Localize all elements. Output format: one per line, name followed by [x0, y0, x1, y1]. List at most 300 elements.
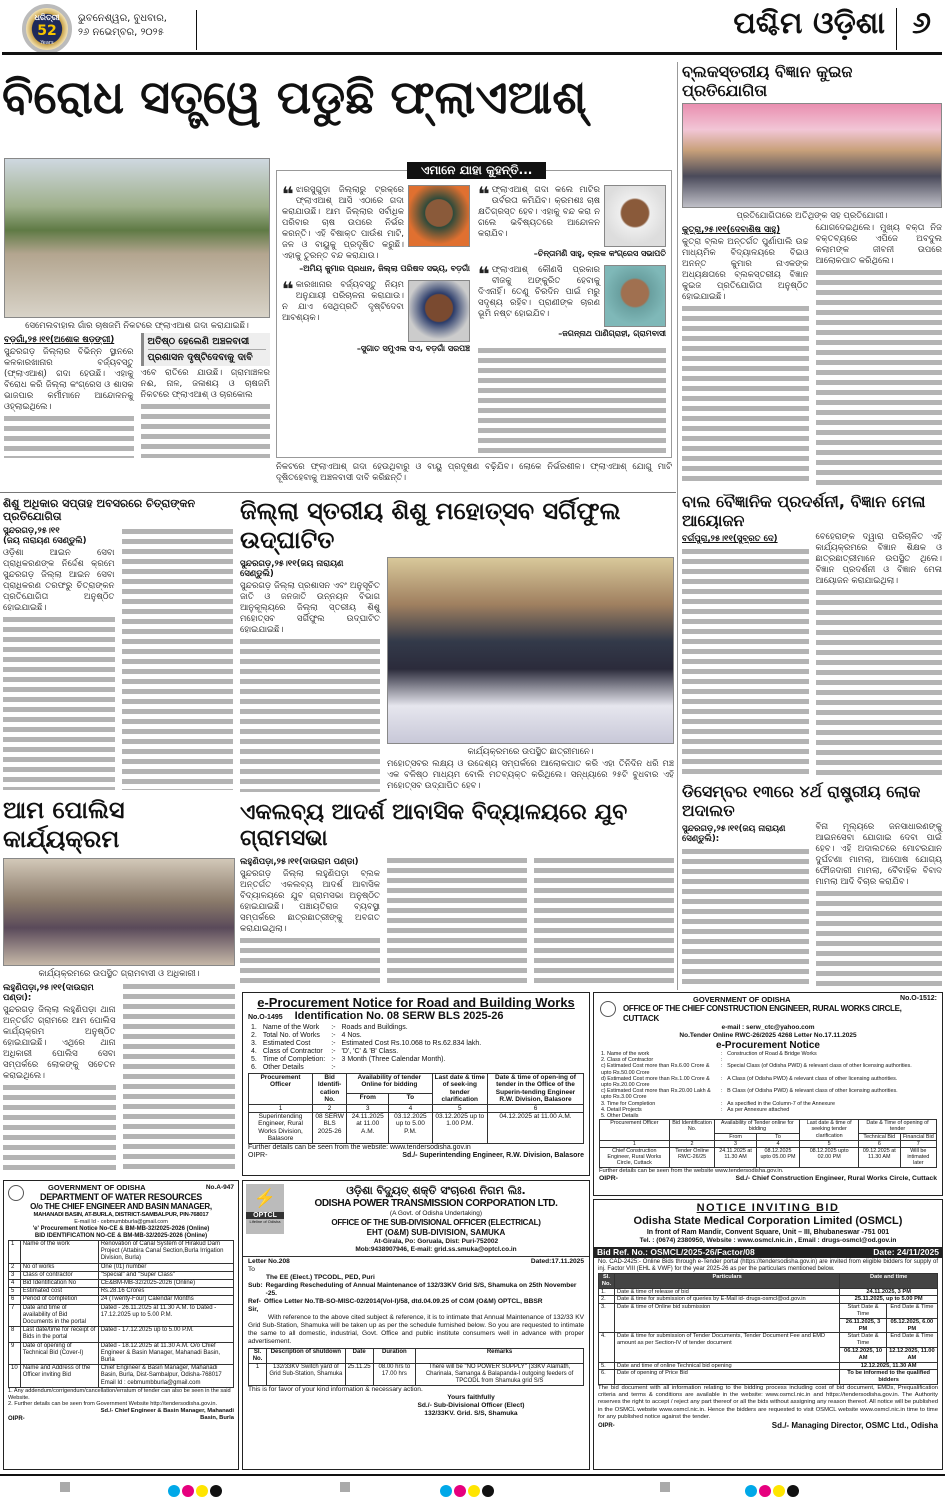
police-body: ସୁନ୍ଦରଗଡ଼ ଜିଲ୍ଲା ଲହୁଣିପଡ଼ା ଥାନା ଅନ୍ତର୍ଗତ ଗ୍ରାମରେ ଆମ ପୋଲିସ କାର୍ଯ୍ୟକ୍ରମ ଅନୁଷ୍ଠିତ ହୋଇଯାଇଛି। ଏଥିରେ ଥାନା ଅଧିକାରୀ ପୋଲିସ ସେବା ସମ୍ପର୍କରେ ଲୋକଙ୍କୁ ସଚେତନ କରାଇଥିଲେ। [3, 1004, 116, 1081]
black-dot [210, 1485, 222, 1497]
letter-date: Dated:17.11.2025 [530, 1258, 584, 1265]
masthead [0, 0, 945, 56]
cell: 3 [347, 1104, 389, 1112]
color-dots [440, 1482, 496, 1501]
cell: Rs.28.16 Crores [98, 1288, 233, 1296]
cell: Estimated cost [20, 1288, 98, 1296]
cell: Renovation of Canal System of Hirakud Dam Project (Attabira Canal Section,Burla Irrigation Division, Burla) [98, 1241, 233, 1264]
ad-note: 2. Further details can be seen from Government Website http://tendersodisha.gov.in. [8, 1401, 218, 1408]
table-row [599, 1288, 938, 1296]
cell: 5. [599, 1362, 615, 1370]
cell: 1 [249, 1104, 313, 1112]
festival-photo [387, 557, 674, 744]
cell: Name and Address of the Officer inviting Bid [20, 1365, 98, 1388]
col-header: Last date & time of seeking tender clarification [800, 1120, 859, 1141]
city-day: ଭୁବନେଶ୍ୱର, ବୁଧବାର, [78, 13, 167, 24]
transmission-tower-icon: ⚡ [253, 1188, 277, 1208]
festival-story [240, 497, 674, 792]
cell: 4 [756, 1140, 800, 1147]
cell: Time of Completion: [262, 1056, 326, 1063]
cell: 04.12.2025 at 11.00 A.M. [488, 1113, 584, 1144]
ad-office: O/o THE CHIEF ENGINEER AND BASIN MANAGER, [30, 1202, 212, 1211]
quiz-story [682, 62, 942, 486]
masthead-rule [2, 52, 942, 55]
cell: 5 [9, 1288, 21, 1296]
col-header: Financial Bid [900, 1133, 936, 1140]
col-header: Start Date & Time [840, 1304, 886, 1319]
ad-footer: Further details can be seen from the website: www.tendersodisha.gov.in [248, 1143, 471, 1151]
table-row [599, 1333, 938, 1348]
lok-adalat-body: ବିନା ମୂଲ୍ୟରେ ଜନସାଧାରଣଙ୍କୁ ଆଇନସେବା ଯୋଗାଇ ଦେବା ପାଇଁ ହେବ। ଏହି ଅଦାଲତରେ ମୋଟରଯାନ ଦୁର୍ଘଟଣା ମାମଲା, ଆପୋଷ ଯୋଗ୍ୟ ଫୌଜଦାରୀ ମାମଲା, ବୈବାହିକ ବିବାଦ ମାମଲା ଆଦି ବିଚାର କରାଯିବ। [815, 822, 942, 888]
quote-text [478, 262, 600, 327]
cell: 12.12.2025, 11.30 AM [840, 1362, 938, 1370]
text-column [682, 306, 809, 486]
cell: 5. [251, 1056, 257, 1063]
portrait [604, 185, 666, 247]
gray-mark [340, 1482, 350, 1492]
text-column [816, 590, 943, 778]
footer-rule [0, 1474, 945, 1476]
cell: 24 (Twenty-Four) Calendar Months [98, 1296, 233, 1304]
black-dot [482, 1485, 494, 1497]
science-headline: ବାଲ ବୈଜ୍ଞାନିକ ପ୍ରଦର୍ଶନୀ, ବିଜ୍ଞାନ ମେଳା ଆୟୋଜନ [682, 492, 926, 531]
anniversary-logo [22, 4, 72, 54]
ad-table [598, 1273, 938, 1385]
table-row [9, 1327, 234, 1342]
closing: This is for favor of your kind information & necessary action. [248, 1386, 423, 1393]
cell: Date of opening of Price Bid [615, 1370, 840, 1385]
cell: A Class (of Odisha PWD) & relevant class of other licensing authorities. [727, 1075, 898, 1082]
cell: 03.12.2025 up to 5.00 P.M. [389, 1113, 432, 1144]
table-row [9, 1296, 234, 1304]
ad-note: 1. Any addendum/corrigendum/cancellation/erratum of tender can also be seen in the said Website. [8, 1387, 231, 1401]
quote-text [282, 277, 404, 342]
table-row [599, 1304, 938, 1319]
cell: 25.11.25 [345, 1364, 373, 1386]
eklavya-headline: ଏକଲବ୍ୟ ଆଦର୍ଶ ଆବାସିକ ବିଦ୍ୟାଳୟରେ ଯୁବ ଗ୍ରାମସଭା [240, 800, 628, 852]
ad-title: NOTICE INVITING BID [696, 1202, 840, 1214]
col-header: Procurement Officer [600, 1120, 670, 1141]
cell: 1 [600, 1140, 670, 1147]
table-row [599, 1296, 938, 1304]
table-row [599, 1076, 937, 1088]
science-body: ବେହେରାଙ୍କ ଦ୍ୱାରା ପରିଚାଳିତ ଏହି କାର୍ଯ୍ୟକ୍ରମରେ ବିଜ୍ଞାନ ଶିକ୍ଷକ ଓ ଛାତ୍ରଛାତ୍ରୀମାନେ ଉପସ୍ଥିତ ଥିଲେ। ବିଜ୍ଞାନ ପ୍ରଦର୍ଶନୀ ଓ ବିଜ୍ଞାନ ମେଳା ଆୟୋଜନ କରାଯାଇଥିଲା। [815, 532, 942, 587]
cyan-dot [440, 1485, 452, 1497]
cell: 2 [9, 1263, 21, 1271]
oipr: OIPR- [598, 1423, 615, 1430]
date: ୨୬ ନଭେମ୍ବର, ୨୦୨୫ [78, 27, 164, 38]
ad-sub: (A Govt. of Odisha Undertaking) [389, 1210, 483, 1217]
text-column [3, 1085, 116, 1174]
cell: 12.12.2025, 11.00 AM [886, 1348, 937, 1363]
gray-mark [60, 1482, 70, 1492]
quote-body: କାରଖାନାର ବର୍ଜ୍ୟବସ୍ତୁ ନିୟମ ଅନୁଯାୟୀ ପରିଚାଳନା କରାଯାଉ। ନ ଯାଏ ସେଥିପ୍ରତି ଦୃଷ୍ଟିଦେବା ଆବଶ୍ୟକ। [282, 280, 404, 323]
yours: Yours faithfully [447, 1394, 495, 1401]
cell: 08.00 hrs to 17.00 hrs [373, 1364, 415, 1386]
ad-signature: 132/33KV. Grid. S/S, Shamuka [424, 1410, 518, 1417]
lead-story [4, 158, 270, 458]
cell: 1. [251, 1024, 257, 1031]
ad-rw-balasore [242, 992, 590, 1176]
child-rights-body: ଓଡ଼ିଶା ଆଇନ ସେବା ପ୍ରାଧିକରଣଙ୍କ ନିର୍ଦ୍ଦେଶ କ୍ରମେ ସୁନ୍ଦରଗଡ଼ ଜିଲ୍ଲା ଆଇନ ସେବା ପ୍ରାଧିକରଣ ତରଫରୁ ଚିତ୍ରାଙ୍କନ ପ୍ରତିଯୋଗିତା ଅନୁଷ୍ଠିତ ହୋଇଯାଇଛି। [3, 548, 115, 614]
cell: Bid Identification No [20, 1280, 98, 1288]
cell: 2 [313, 1104, 347, 1112]
to-label: To [248, 1266, 255, 1273]
cell: Period of completion [20, 1296, 98, 1304]
table-row [599, 1362, 938, 1370]
cell: 6 [9, 1296, 21, 1304]
child-rights-headline: ଶିଶୁ ଅଧିକାର ସପ୍ତାହ ଅବସରରେ ଚିତ୍ରାଙ୍କନ ପ୍ରତିଯୋଗିତା [3, 497, 196, 524]
photo-caption: କାର୍ଯ୍ୟକ୍ରମରେ ଉପସ୍ଥିତ ଗ୍ରାମବାସୀ ଓ ଅଧିକାରୀ। [38, 968, 200, 979]
lead-tail: ନିକଟରେ ଫ୍ଲାଏଆଶ୍ ଗଦା ହେଉଥିବାରୁ ଓ ବାୟୁ ପ୍ରଦୂଷଣ ବଢ଼ିଯିବ। ଲୋକେ ନିର୍ଭରଶୀଳ। ଫ୍ଲାଏଆଶ୍ ଯୋଗୁ ମାଟି ଦୂଷିତହେବାକୁ ଅଞ୍ଚଳବାସୀ ଦାବି କରିଛନ୍ତି। [276, 462, 672, 483]
col-header: Sl. No. [249, 1349, 267, 1364]
cell: Date & time of Online bid submission [615, 1304, 840, 1333]
cell: Total No. of Works [262, 1032, 320, 1039]
cell: : [721, 1088, 723, 1095]
cell: 5. Other Details [601, 1113, 639, 1120]
quiz-body: ଯୋଗଦେଇଥିଲେ। ମୁଖ୍ୟ ବକ୍ତା ନିଜ ବକ୍ତବ୍ୟରେ ଏପିଜେ ଅବଦୁଲ କଲାମଙ୍କ ଜୀବନୀ ଉପରେ ଆଲୋକପାତ କରିଥିଲେ। [815, 223, 942, 267]
cell: 132/33KV Switch yard of Grid Sub-Station, Shamuka [267, 1364, 346, 1386]
quote-body: ଝାରସୁଗୁଡ଼ା ଜିଲ୍ଲାରୁ ଟ୍ରକ୍‌ରେ ଫ୍ଲାଏଆଶ୍ ଆସି ଏଠାରେ ଗଦା କରାଯାଉଛି। ଆମ ଜିଲ୍ଲାର ସର୍ବାଧିକ ପରିବାର ଚାଷ ଉପରେ ନିର୍ଭର କରନ୍ତି। ଏହି ବିଷାକ୍ତ ପାଉଁଶ ମାଟି, ଜଳ ଓ ବାୟୁକୁ ପ୍ରଦୂଷିତ କରୁଛି। ଏହାକୁ ତୁରନ୍ତ ବନ୍ଦ କରାଯାଉ। [282, 185, 404, 261]
cell: 'D', 'C' & 'B' Class. [341, 1048, 399, 1055]
science-story [682, 492, 942, 778]
ad-address: MAHANADI BASIN, AT-BURLA, DISTRICT-SAMBALPUR, PIN-768017 [33, 1212, 209, 1218]
cell: 6 [488, 1104, 584, 1112]
ad-dept: DEPARTMENT OF WATER RESOURCES [40, 1192, 202, 1202]
byline: ଲହୁଣିପଡ଼ା,୨୫।୧୧(ଦାଉରାମ ପଣ୍ଡା) [240, 856, 359, 867]
text-column [240, 639, 380, 792]
cell: 26.11.2025, 3 PM [840, 1318, 886, 1333]
col-header: Last date & time of seek-ing tender clarification [432, 1074, 487, 1105]
logo-years: 52 [37, 23, 57, 39]
byline: କୁତ୍ରା,୨୫।୧୧(ଦେବାଶିଷ ସାହୁ) [682, 225, 781, 236]
col-header: Procurement Officer [249, 1074, 313, 1105]
table-row [9, 1342, 234, 1365]
ad-number: No.O-1495 [248, 1014, 283, 1021]
cell: As per Annexure attached [727, 1106, 790, 1113]
table-row [248, 1032, 484, 1040]
text-column [3, 617, 115, 790]
cell: Date & time of release of bid [615, 1288, 840, 1296]
eklavya-story [240, 800, 674, 988]
cell: 2. Class of Contractor [601, 1057, 654, 1064]
child-rights-story [3, 497, 233, 790]
ad-title: e-Procurement Notice for Road and Building Works [257, 995, 575, 1010]
col-header: End Date & Time [886, 1333, 937, 1348]
odisha-emblem-icon [8, 1185, 24, 1201]
ad-signature: Sd./- Superintending Engineer, R.W. Division, Balasore [402, 1152, 584, 1160]
cell: 4 [9, 1280, 21, 1288]
oipr: OIPR- [599, 1174, 618, 1182]
cell: Roads and Buildings. [341, 1024, 408, 1031]
ad-title: e-Procurement Notice [716, 1040, 820, 1051]
cell: 2 [669, 1140, 715, 1147]
cell: Class of contractor [20, 1271, 98, 1279]
ad-water-resources [3, 1180, 239, 1470]
letter-body: With reference to the above cited subject & reference, it is to intimate that Annual Maintenance of 132/33 KV Grid Sub-Station, Shamuka will be taken up as per the schedule furnished below. So you are requested to intimate the same to all domestic, industrial, Govt. Office and public institute consumers well in advance with proper advertisement. [248, 1314, 584, 1345]
ad-number: No.O-1512: [900, 995, 937, 1002]
cell: Last date/time for receipt of Bids in the portal [20, 1327, 98, 1342]
cell: B Class (of Odisha PWD) & relevant class of other licensing authorities. [727, 1088, 898, 1095]
police-photo [3, 858, 235, 966]
photo-caption: ସେମେଲବାହାଲ ଗାଁର ଚାଷଜମି ନିକଟରେ ଫ୍ଲାଏଆଶ ଗଦା କରାଯାଇଛି। [25, 321, 249, 331]
table-row [9, 1280, 234, 1288]
logo-name: ଧରିତ୍ରୀ [34, 13, 60, 22]
registration-marks [0, 1482, 945, 1496]
cell: Name of the work [20, 1241, 98, 1264]
lead-body: ସୁନ୍ଦରଗଡ଼ ଜିଲ୍ଲାର ବିଭିନ୍ନ ସ୍ଥାନରେ କଳକାରଖାନାର ବର୍ଜ୍ୟବସ୍ତୁ (ଫ୍ଲାଏଆଶ୍) ଗଦା ହେଉଛି। ଏହାକୁ ବିରୋଧ କରି ଜିଲ୍ଲା କଂଗ୍ରେସ ଓ ଶାସକ ଭାଜପାର କର୍ମୀମାନେ ଆନ୍ଦୋଳନକୁ ଓହ୍ଲାଇଥିଲେ। [4, 347, 134, 412]
gray-mark [660, 1482, 670, 1492]
cell: 8 [9, 1327, 21, 1342]
cell: 2. [251, 1032, 257, 1039]
cell: 05.12.2025, 6.00 PM [886, 1318, 937, 1333]
col-header: Availability of tender Online for bidding [347, 1074, 432, 1094]
page-number: ୬ [912, 6, 931, 41]
col-header: Particulars [615, 1274, 840, 1289]
ad-office: OFFICE OF THE SUB-DIVISIONAL OFFICER (ELECTRICAL) [331, 1218, 541, 1227]
table-row [599, 1088, 937, 1100]
cell: 3 Month (Three Calendar Month). [341, 1056, 446, 1063]
ad-table [599, 1119, 937, 1167]
ref-label: Ref- [248, 1298, 261, 1305]
quiz-headline: ବ୍ଲକସ୍ତରୀୟ ବିଜ୍ଞାନ କୁଇଜ ପ୍ରତିଯୋଗିତା [682, 62, 853, 101]
quote-body: ଫ୍ଲାଏଆଶ୍ ଗଦା କଲେ ମାଟିର ଉର୍ବରତା କମିଯିବ। କ୍ରମଶଃ ଚାଷ କ୍ଷତିଗ୍ରସ୍ତ ହେବ। ଏହାକୁ ବନ୍ଦ କରା ନ ଗଲେ ଭବିଷ୍ୟତରେ ଆନ୍ଦୋଳନ କରାଯିବ। [478, 185, 600, 239]
cell: 3 [715, 1140, 756, 1147]
ad-office: OFFICE OF THE CHIEF CONSTRUCTION ENGINEER, RURAL WORKS CIRCLE, CUTTACK [623, 1004, 902, 1023]
cell: Special Class (of Odisha PWD) & relevant class of other licensing authorities. [727, 1063, 912, 1070]
section-title: ପଶ୍ଚିମ ଓଡ଼ିଶା [733, 6, 885, 41]
cell: 4 [389, 1104, 432, 1112]
ad-intro: No. CAD-2425:- Online Bids through e-Tender portal (https://tendersodisha.gov.in) are invited from eligible bidders for supply of inj. Factor VIII (EHL & VWF) for the year 2025-26 as per the particulars mentioned below. [598, 1258, 938, 1272]
cell [339, 1064, 485, 1072]
col-header: To [389, 1093, 432, 1104]
cell: 6. [251, 1064, 257, 1071]
cell: Estimated Cost [262, 1040, 311, 1047]
byline: ବଡ଼ଗାଁ,୨୫।୧୧(ଅଶୋକ ଷଡ଼ଙ୍ଗୀ) [4, 335, 115, 345]
photo-caption: କାର୍ଯ୍ୟକ୍ରମରେ ଉପସ୍ଥିତ ଛାତ୍ରୀମାନେ। [467, 747, 594, 757]
table-row [9, 1365, 234, 1388]
text-column [387, 858, 527, 988]
letter-number: Letter No.208 [248, 1258, 290, 1265]
col-header: Description of shutdown [267, 1349, 346, 1364]
cell: Tender Online RWC-26/25 [669, 1148, 715, 1168]
ad-division: EHT (O&M) SUB-DIVISION, SAMUKA [366, 1228, 506, 1237]
text-column [478, 348, 666, 453]
cell: d) Estimated Cost more than Rs.1.00 Crore & upto Rs.20.00 Crore [601, 1075, 710, 1089]
table-row [248, 1024, 484, 1032]
quote-mark-icon: ❝ [478, 262, 490, 286]
cell: No of works [20, 1263, 98, 1271]
magenta-dot [454, 1485, 466, 1497]
cell: : [721, 1106, 723, 1113]
lok-adalat-headline: ଡିସେମ୍ବର ୧୩ରେ ୪ର୍ଥ ରାଷ୍ଟ୍ରୀୟ ଲୋକ ଅଦାଲତ [682, 782, 921, 821]
cell: Estimated Cost Rs.10.068 to Rs.62.834 lakh. [341, 1040, 482, 1047]
cell: 06.12.2025, 10 AM [840, 1348, 886, 1363]
subject: Regarding Rescheduling of Annual Maintenance of 132/33KV Grid S/S, Shamuka on 25th November -25. [265, 1282, 577, 1297]
cell: :- [331, 1056, 336, 1063]
lok-adalat-story [682, 782, 942, 987]
text-column [534, 858, 674, 988]
quote-text [478, 182, 600, 247]
salutation: Sir, [248, 1306, 259, 1313]
table-row [9, 1241, 234, 1264]
ad-company: ODISHA POWER TRANSMISSION CORPORATION LTD. [314, 1198, 558, 1209]
text-column [682, 849, 809, 987]
festival-tail: ମହୋତ୍ସବର ଲକ୍ଷ୍ୟ ଓ ଉଦ୍ଦେଶ୍ୟ ସମ୍ପର୍କରେ ଆଲୋକପାତ କରି ଏହା ତିନିଦିନ ଧରି ମଞ୍ଚ ଏକ ବଳିଷ୍ଠ ମାଧ୍ୟମ ବୋଲି ମତବ୍ୟକ୍ତ କରିଥିଲେ। ସନ୍ଧ୍ୟାରେ ୨୫ଟି ବୁଧବାର ଏହି ମହୋତ୍ସବ ଉଦ୍‌ଯାପିତ ହେବ। [387, 759, 674, 791]
cell: 10 [9, 1365, 21, 1388]
cell: 1 [9, 1241, 21, 1264]
byline: ସୁନ୍ଦରଗଡ଼,୨୫।୧୧(ଜୟ ନାରାୟଣ ସେଣ୍ଡୁଲି): [682, 824, 786, 845]
cell: 1 [249, 1364, 267, 1386]
table-row [9, 1304, 234, 1327]
cell: 1. [599, 1288, 615, 1296]
lead-body: ଏବେ ରାତିରେ ଯାଉଛି। ଗ୍ରାମାଞ୍ଚଳର ନଈ, ନାଳ, ଜଳାଶୟ ଓ ଚାଷଜମି ନିକଟରେ ଫ୍ଲାଏଆଶ୍ ଓ ଚାରକୋଲ [140, 368, 270, 400]
quote-text [282, 182, 404, 262]
ad-email: e-mail : serw_ctc@yahoo.com [721, 1024, 815, 1031]
col-header: Bid Identification No. [669, 1120, 715, 1141]
table-row [599, 1063, 937, 1075]
black-dot [787, 1485, 799, 1497]
text-column [122, 529, 234, 790]
byline: ସୁନ୍ଦରଗଡ଼,୨୫।୧୧ [3, 526, 60, 537]
cell: 1. Name of the work [601, 1051, 650, 1057]
ad-osmcl [593, 1199, 943, 1470]
quote-attribution: –ଜଗନ୍ନାଥ ପାଣିଗ୍ରାହୀ, ଗ୍ରାମବାସୀ [558, 329, 666, 338]
cell: :- [331, 1040, 336, 1047]
cell: 5 [432, 1104, 487, 1112]
logo-years-label: Years [40, 40, 54, 46]
ad-contact: Mob:9438907946, E-mail: grid.ss.smuka@optcl.co.in [355, 1246, 517, 1253]
cell: Chief Engineer & Basin Manager, Mahanadi Basin, Burla, Dist-Sambalpur, Odisha-768017 Email Id : cebmumbburla@gmail.com [98, 1365, 233, 1388]
cell: There will be "NO POWER SUPPLY" (33KV Alamath, Charinala, Samanga & Balapanda-I outgoing feeders of TPCODL from Shamuka grid S/S [416, 1364, 584, 1386]
table-row [248, 1048, 484, 1056]
cell: 2. [599, 1296, 615, 1304]
col-header: Technical Bid [859, 1133, 901, 1140]
cell: 08.12.2025 upto 05.00 PM [756, 1148, 800, 1168]
portrait [604, 265, 666, 327]
cell: : [721, 1057, 723, 1064]
ad-company: Odisha State Medical Corporation Limited (OSMCL) [633, 1215, 903, 1227]
police-headline: ଆମ ପୋଲିସ କାର୍ଯ୍ୟକ୍ରମ [3, 796, 125, 853]
byline: ସୁନ୍ଦରଗଡ଼,୨୫।୧୧(ଜୟ ନାରାୟଣ ସେଣ୍ଡୁଲି) [240, 558, 344, 579]
text-column [123, 984, 236, 1174]
cell: c) Estimated Cost more than Rs.20.00 Lakh & upto Rs.3.00 Crore [601, 1088, 711, 1101]
yellow-dot [196, 1485, 208, 1497]
col-header: Date & time of open-ing of tender in the Office of the Superin-tending Engineer R.W. Division, Balasore [488, 1074, 584, 1105]
cell: Date & time for submission of Tender Documents, Tender Document Fee and EMD amount as per Section-IV of tender document [615, 1333, 840, 1362]
magenta-dot [182, 1485, 194, 1497]
cell: :- [331, 1032, 336, 1039]
cell: Dated - 26.11.2025 at 11.30 A.M. to Dated - 17.12.2025 up to 5.00 P.M. [98, 1304, 233, 1327]
ad-body: The bid document with all information relating to the bidding process including cost of bid document, EMDs, Prequalification criteria and terms & conditions are available in the website: www.osmcl.nic.in and https://tendersodisha.gov.in. The Authority reserves the right to accept / reject any part thereof or all the bids without assigning any reason thereof. All notice will be published in the OSMCL website www.osmcl.nic.in. Hence the bidders are requested to visit OSMCL website www.osmcl.nic.in time to time for any published notice against the tender. [598, 1385, 938, 1420]
cell: :- [331, 1024, 336, 1031]
cell: Will be intimated later [900, 1148, 936, 1168]
subhead: ଅତିଷ୍ଠ ହେଲେଣି ଅଞ୍ଚଳବାସୀ [147, 336, 250, 347]
cell: 24.11.2025, 3 PM [840, 1288, 938, 1296]
ad-letter: No.Tender Online RWC-26/2025 4268 Letter No.17.11.2025 [679, 1032, 857, 1039]
sub-label: Sub: [248, 1282, 263, 1289]
cell: :- [331, 1064, 336, 1071]
cell: 3 [9, 1271, 21, 1279]
cell: 25.11.2025, up to 5.00 PM [840, 1296, 938, 1304]
yellow-dot [773, 1485, 785, 1497]
color-dots [168, 1482, 224, 1501]
cell: 4. [251, 1048, 257, 1055]
portrait [408, 185, 470, 247]
cell: Superintending Engineer, Rural Works Division, Balasore [249, 1113, 313, 1144]
cell: Other Details [262, 1064, 304, 1071]
cell: :- [331, 1048, 336, 1055]
cyan-dot [168, 1485, 180, 1497]
flyash-photo [4, 158, 270, 318]
odisha-emblem-icon [600, 1001, 616, 1017]
ad-details [248, 1024, 484, 1072]
cell: Name of the Work [262, 1024, 320, 1031]
table-row [248, 1056, 484, 1064]
quotes-box [276, 163, 672, 458]
bid-ref: Bid Ref. No.: OSMCL/2025-26/Factor/08 [597, 1246, 755, 1257]
quote-mark-icon: ❝ [282, 277, 294, 301]
oipr: OIPR- [248, 1152, 268, 1160]
ad-rw-cuttack [593, 992, 943, 1196]
cell: As specified in the Column-7 of the Annexure [727, 1100, 836, 1107]
cell: 24.11.2025 at 11.30 AM [715, 1148, 756, 1168]
dateline [78, 12, 167, 40]
col-header: Remarks [416, 1349, 584, 1364]
festival-headline: ଜିଲ୍ଲା ସ୍ତରୀୟ ଶିଶୁ ମହୋତ୍ସବ ସର୍ଗିଫୁଲ ଉଦ୍‌ଘାଟିତ [240, 497, 621, 554]
cyan-dot [745, 1485, 757, 1497]
portrait [408, 280, 470, 342]
cell: CE&BM-MB-32/2025-2026 (Online) [98, 1280, 233, 1288]
ad-email: E-mail Id - cebmumbburla@gmail.com [74, 1219, 168, 1225]
byline: ବର୍ଗପୁରା,୨୫।୧୧(ସୁବ୍ରତ ଦେ) [682, 534, 778, 545]
quote-attribution: –ଅମିୟ କୁମାର ପ୍ରଧାନ, ଜିଲ୍ଲା ପରିଷଦ ସଭ୍ୟ, ବଡ଼ଗାଁ [299, 264, 470, 273]
col-header: Bid Identifi-cation No. [313, 1074, 347, 1105]
col-header: Duration [373, 1349, 415, 1364]
col-header: From [347, 1093, 389, 1104]
quote-body: ଫ୍ଲାଏଆଶ୍ କୌଣସି ପ୍ରକାର ବୀଜକୁ ଅଙ୍କୁରିତ ହେବାକୁ ଦିଏନାହିଁ। ତେଣୁ ଚିରଦିନ ପାଇଁ ମରୁ ସଦୃଶ୍ୟ ରହିବ। ପ୍ରାଣୀଙ୍କ ଚାରଣ ଭୂମି ନଷ୍ଟ ହୋଇଯିବ। [478, 265, 600, 319]
logo-text: OPTCL [246, 1212, 284, 1219]
cell: To be informed to the qualified bidders [840, 1370, 938, 1385]
col-header: Availability of Tender online for bidding [715, 1120, 800, 1133]
col-header: Sl. No. [599, 1274, 615, 1289]
ad-gov: GOVERNMENT OF ODISHA [693, 995, 791, 1004]
cell: 6 [859, 1140, 901, 1147]
cell: Construction of Road & Bridge Works [727, 1051, 817, 1057]
ad-gov: GOVERNMENT OF ODISHA [48, 1183, 146, 1192]
ad-notice: 'e' Procurement Notice No-CE & BM-MB-32/2025-2026 (Online) [32, 1226, 210, 1232]
cell: 08.12.2025 upto 02.00 PM [800, 1148, 859, 1168]
festival-body: ସୁନ୍ଦରଗଡ଼ ଜିଲ୍ଲା ପ୍ରଶାସନ ଏବଂ ଅନୁସୂଚିତ ଜାତି ଓ ଜନଜାତି ଉନ୍ନୟନ ବିଭାଗ ଆନୁକୂଲ୍ୟରେ ଜିଲ୍ଲା ସ୍ତରୀୟ ଶିଶୁ ମହୋତ୍ସବ ସର୍ଗିଫୁଲ ଉଦ୍‌ଘାଟିତ ହୋଇଯାଇଛି। [240, 580, 380, 635]
cell: 6. [599, 1370, 615, 1385]
lead-headline: ବିରୋଧ ସତ୍ତ୍ୱେ ପଡୁଛି ଫ୍ଲାଏଆଶ୍ [2, 70, 587, 124]
cell: 4. Detail Projects [601, 1106, 642, 1113]
quote-attribution: –ସୁଗାତ ସମୁଏଲ ସଏ, ବଡ଼ଗାଁ ସରପଞ୍ଚ [356, 344, 470, 353]
col-header: Start Date & Time [840, 1333, 886, 1348]
quote-mark-icon: ❝ [478, 182, 490, 206]
ad-number: No.A-947 [205, 1184, 234, 1191]
eklavya-body: ସୁନ୍ଦରଗଡ଼ ଜିଲ୍ଲା ଲହୁଣିପଡ଼ା ବ୍ଲକ ଅନ୍ତର୍ଗତ ଏକଲବ୍ୟ ଆଦର୍ଶ ଆବାସିକ ବିଦ୍ୟାଳୟରେ ଯୁବ ଗ୍ରାମସଭା ଅନୁଷ୍ଠିତ ହୋଇଯାଇଛି। ପଞ୍ଚାୟତିରାଜ ବ୍ୟବସ୍ଥା ସମ୍ପର୍କରେ ଛାତ୍ରଛାତ୍ରୀଙ୍କୁ ଅବଗତ କରାଯାଇଥିଲା। [240, 868, 380, 934]
table-row [599, 1370, 938, 1385]
magenta-dot [759, 1485, 771, 1497]
cell: 3. Time for Completion [601, 1100, 656, 1107]
ad-bid-id: BID IDENTIFICATION NO-CE & BM-MB-32/2025-2026 (Online) [34, 1233, 208, 1239]
table-row [248, 1040, 484, 1048]
cell: 03.12.2025 up to 1.00 P.M. [432, 1113, 487, 1144]
optcl-logo [246, 1184, 284, 1234]
quiz-body: କୁତ୍ରା ବ୍ଲକ ଅନ୍ତର୍ଗତ ପୁର୍ଣାପାଲି ଉଚ୍ଚ ମାଧ୍ୟମିକ ବିଦ୍ୟାଳୟରେ ବିଇଓ ଅନନ୍ତ କୁମାର ନାଏକଙ୍କ ଅଧ୍ୟକ୍ଷତାରେ ବ୍ଲକସ୍ତରୀୟ ବିଜ୍ଞାନ କୁଇଜ ପ୍ରତିଯୋଗିତା ଅନୁଷ୍ଠିତ ହୋଇଯାଇଛି। [682, 237, 809, 303]
cell: 7 [900, 1140, 936, 1147]
